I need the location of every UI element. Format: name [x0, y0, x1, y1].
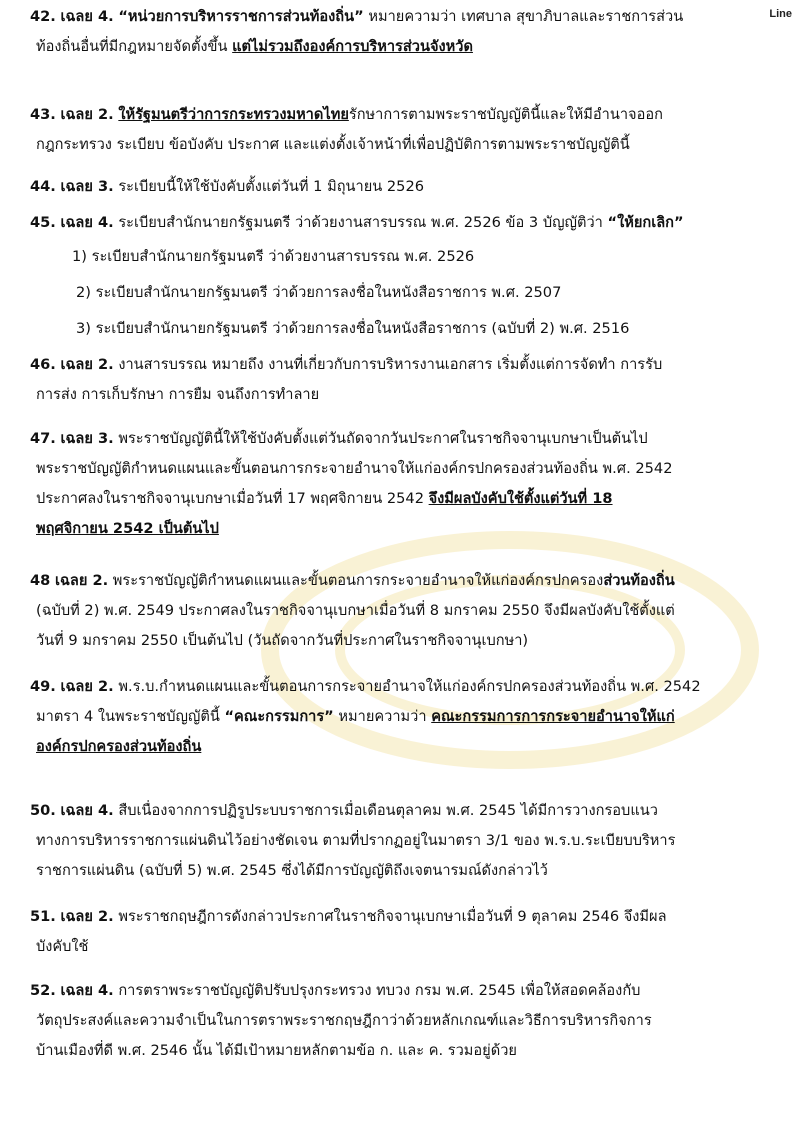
item-number: 50.	[30, 802, 56, 819]
item-text: การส่ง การเก็บรักษา การยืม จนถึงการทำลาย	[36, 386, 320, 403]
item-number: 43.	[30, 106, 56, 123]
answer-item-43	[30, 100, 790, 160]
answer-label: เฉลย 2.	[60, 908, 114, 925]
item-number: 51.	[30, 908, 56, 925]
item-number: 47.	[30, 430, 56, 447]
bold-term: “ให้ยกเลิก”	[607, 214, 684, 231]
item-text: บังคับใช้	[36, 938, 89, 955]
underlined-text: ให้รัฐมนตรีว่าการกระทรวงมหาดไทย	[118, 106, 349, 123]
answer-label: เฉลย 2.	[60, 678, 114, 695]
answer-item-52	[30, 976, 790, 1066]
bold-term: “หน่วยการบริหารราชการส่วนท้องถิ่น”	[118, 8, 364, 25]
item-text: กฎกระทรวง ระเบียบ ข้อบังคับ ประกาศ และแต่งตั้งเจ้าหน้าที่เพื่อปฏิบัติการตามพระราชบัญญัตินี้	[36, 136, 630, 153]
item-text: วัตถุประสงค์และความจำเป็นในการตราพระราชกฤษฎีกาว่าด้วยหลักเกณฑ์และวิธีการบริหารกิจการ	[36, 1012, 652, 1029]
answer-label: เฉลย 4.	[60, 802, 114, 819]
item-text: ระเบียบสำนักนายกรัฐมนตรี ว่าด้วยงานสารบรรณ พ.ศ. 2526 ข้อ 3 บัญญัติว่า	[118, 214, 608, 231]
answer-item-46	[30, 350, 790, 410]
item-number: 44.	[30, 178, 56, 195]
item-text: วันที่ 9 มกราคม 2550 เป็นต้นไป (วันถัดจากวันที่ประกาศในราชกิจจานุเบกษา)	[36, 632, 529, 649]
item-number: 42.	[30, 8, 56, 25]
underlined-text: พฤศจิกายน 2542 เป็นต้นไป	[36, 520, 219, 537]
item-text: พระราชกฤษฎีการดังกล่าวประกาศในราชกิจจานุเบกษาเมื่อวันที่ 9 ตุลาคม 2546 จึงมีผล	[118, 908, 667, 925]
answer-label: เฉลย 4.	[60, 982, 114, 999]
answer-item-49	[30, 672, 790, 762]
item-text: พระราชบัญญัติกำหนดแผนและขั้นตอนการกระจายอำนาจให้แก่องค์กรปกครองส่วนท้องถิ่น พ.ศ. 2542	[36, 460, 673, 477]
item-text: งานสารบรรณ หมายถึง งานที่เกี่ยวกับการบริหารงานเอกสาร เริ่มตั้งแต่การจัดทำ การรับ	[118, 356, 663, 373]
bold-term: “คณะกรรมการ”	[224, 708, 334, 725]
item-number: 52.	[30, 982, 56, 999]
answer-item-48	[30, 566, 790, 656]
underlined-text: แต่ไม่รวมถึงองค์การบริหารส่วนจังหวัด	[232, 38, 473, 55]
item-number: 46.	[30, 356, 56, 373]
item-number: 49.	[30, 678, 56, 695]
item-text: พ.ร.บ.กำหนดแผนและขั้นตอนการกระจายอำนาจให้แก่องค์กรปกครองส่วนท้องถิ่น พ.ศ. 2542	[118, 678, 701, 695]
item-text: (ฉบับที่ 2) พ.ศ. 2549 ประกาศลงในราชกิจจานุเบกษาเมื่อวันที่ 8 มกราคม 2550 จึงมีผลบังคับใช้ตั้งแต่	[36, 602, 675, 619]
item-number: 45.	[30, 214, 56, 231]
item-text: ทางการบริหารราชการแผ่นดินไว้อย่างชัดเจน ตามที่ปรากฏอยู่ในมาตรา 3/1 ของ พ.ร.บ.ระเบียบบริหาร	[36, 832, 676, 849]
item-text: ราชการแผ่นดิน (ฉบับที่ 5) พ.ศ. 2545 ซึ่งได้มีการบัญญัติถึงเจตนารมณ์ดังกล่าวไว้	[36, 862, 548, 879]
answer-label: เฉลย 3.	[60, 430, 114, 447]
corner-label: Line	[769, 8, 792, 20]
answer-label: เฉลย 2.	[54, 572, 109, 589]
answer-label: เฉลย 3.	[60, 178, 114, 195]
answer-label: เฉลย 2.	[60, 106, 114, 123]
answer-item-42	[30, 2, 790, 62]
item-text: รักษาการตามพระราชบัญญัตินี้และให้มีอำนาจออก	[348, 106, 663, 123]
item-text: สืบเนื่องจากการปฏิรูประบบราชการเมื่อเดือนตุลาคม พ.ศ. 2545 ได้มีการวางกรอบแนว	[118, 802, 658, 819]
answer-label: เฉลย 4.	[60, 214, 114, 231]
item-text: ประกาศลงในราชกิจจานุเบกษาเมื่อวันที่ 17 พฤศจิกายน 2542	[36, 490, 429, 507]
sub-item-1: 1) ระเบียบสำนักนายกรัฐมนตรี ว่าด้วยงานสารบรรณ พ.ศ. 2526	[72, 248, 475, 265]
item-text: การตราพระราชบัญญัติปรับปรุงกระทรวง ทบวง กรม พ.ศ. 2545 เพื่อให้สอดคล้องกับ	[118, 982, 641, 999]
answer-label: เฉลย 4.	[60, 8, 114, 25]
answer-item-51	[30, 902, 790, 962]
item-text: ท้องถิ่นอื่นที่มีกฎหมายจัดตั้งขึ้น	[36, 38, 233, 55]
underlined-text: จึงมีผลบังคับใช้ตั้งแต่วันที่ 18	[428, 490, 613, 507]
item-text: พระราชบัญญัติกำหนดแผนและขั้นตอนการกระจายอำนาจให้แก่องค์กรปกครอง	[112, 572, 604, 589]
underlined-text: องค์กรปกครองส่วนท้องถิ่น	[36, 738, 202, 755]
item-text: หมายความว่า เทศบาล สุขาภิบาลและราชการส่วน	[363, 8, 684, 25]
bold-term: ส่วนท้องถิ่น	[603, 572, 675, 589]
item-text: บ้านเมืองที่ดี พ.ศ. 2546 นั้น ได้มีเป้าหมายหลักตามข้อ ก. และ ค. รวมอยู่ด้วย	[36, 1042, 517, 1059]
underlined-text: คณะกรรมการการกระจายอำนาจให้แก่	[431, 708, 675, 725]
answer-item-45	[30, 208, 790, 238]
item-text: ระเบียบนี้ให้ใช้บังคับตั้งแต่วันที่ 1 มิถุนายน 2526	[118, 178, 425, 195]
item-number: 48	[30, 572, 51, 589]
item-text: พระราชบัญญัตินี้ให้ใช้บังคับตั้งแต่วันถัดจากวันประกาศในราชกิจจานุเบกษาเป็นต้นไป	[118, 430, 648, 447]
answer-item-50	[30, 796, 790, 886]
item-text: หมายความว่า	[333, 708, 432, 725]
sub-item-3: 3) ระเบียบสำนักนายกรัฐมนตรี ว่าด้วยการลงชื่อในหนังสือราชการ (ฉบับที่ 2) พ.ศ. 2516	[76, 320, 630, 337]
answer-item-47	[30, 424, 790, 544]
sub-item-2: 2) ระเบียบสำนักนายกรัฐมนตรี ว่าด้วยการลงชื่อในหนังสือราชการ พ.ศ. 2507	[76, 284, 562, 301]
answer-label: เฉลย 2.	[60, 356, 114, 373]
item-text: มาตรา 4 ในพระราชบัญญัตินี้	[36, 708, 225, 725]
answer-item-44	[30, 172, 790, 202]
